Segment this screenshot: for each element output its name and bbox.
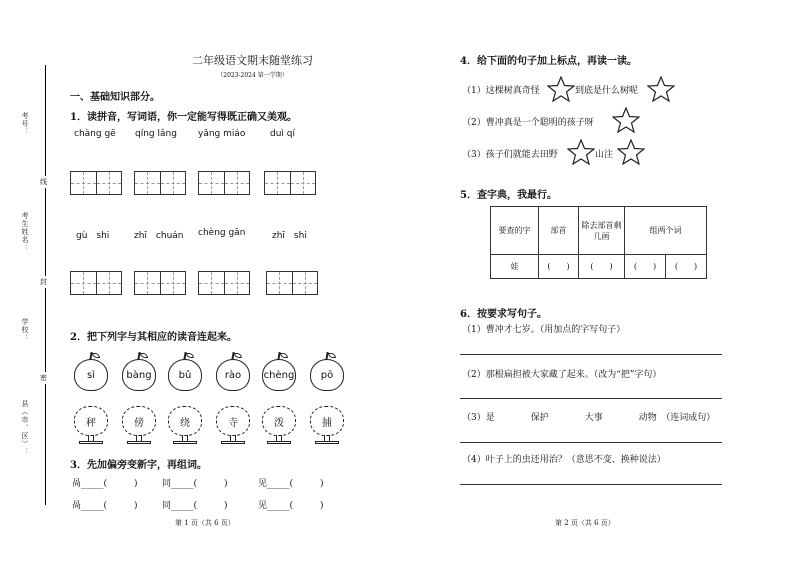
pinyin-6: zhī chuán bbox=[134, 231, 184, 241]
table-cell[interactable]: ( ) bbox=[666, 255, 707, 279]
pinyin-4: duì qí bbox=[270, 129, 295, 139]
apple-pinyin: chèng bbox=[262, 359, 296, 391]
apple-pinyin: pō bbox=[310, 359, 344, 391]
margin-label-exam-number: 考号： bbox=[21, 112, 29, 136]
writing-grid[interactable] bbox=[198, 271, 250, 295]
pinyin-8: zhī shi bbox=[272, 231, 307, 241]
sentence-1a: （1）这棵树真奇怪 bbox=[462, 86, 540, 96]
q6-item-2: （2）那根扁担被大家藏了起来。（改为“把”字句） bbox=[462, 370, 662, 380]
character-tree[interactable] bbox=[310, 406, 344, 444]
tree-character: 傍 bbox=[122, 406, 156, 436]
writing-grid[interactable] bbox=[70, 271, 122, 295]
table-cell: 娃 bbox=[491, 255, 539, 279]
sentence-3b: 山注 bbox=[595, 150, 614, 160]
tree-character: 捕 bbox=[310, 406, 344, 436]
apple-pinyin: bǔ bbox=[168, 359, 202, 391]
margin-label-school: 学校： bbox=[21, 318, 29, 342]
margin-mark-line: 线 bbox=[40, 178, 47, 186]
tree-character: 秤 bbox=[74, 406, 108, 436]
question-2-heading: 2．把下列字与其相应的读音连起来。 bbox=[70, 332, 237, 343]
writing-grid[interactable] bbox=[198, 171, 250, 195]
writing-grid[interactable] bbox=[134, 271, 186, 295]
table-cell[interactable]: ( ) bbox=[539, 255, 579, 279]
star-blank-icon[interactable] bbox=[612, 107, 640, 133]
margin-mark-seal: 封 bbox=[40, 278, 47, 286]
table-header: 要查的字 bbox=[491, 207, 539, 255]
margin-mark-secret: 密 bbox=[40, 374, 47, 382]
pinyin-apple[interactable] bbox=[216, 352, 250, 392]
writing-grid[interactable] bbox=[264, 171, 316, 195]
margin-label-name: 考生姓名： bbox=[21, 212, 29, 252]
tree-character: 泼 bbox=[262, 406, 296, 436]
sentence-1b: 到底是什么树呢 bbox=[575, 86, 639, 96]
question-5-heading: 5．查字典，我最行。 bbox=[460, 190, 557, 201]
pinyin-apple[interactable] bbox=[168, 352, 202, 392]
star-blank-icon[interactable] bbox=[567, 139, 595, 165]
page-number-left: 第 1 页（共 6 页） bbox=[175, 519, 235, 527]
apple-pinyin: bàng bbox=[122, 359, 156, 391]
table-header: 组两个词 bbox=[625, 207, 707, 255]
apple-pinyin: sì bbox=[74, 359, 108, 391]
star-blank-icon[interactable] bbox=[547, 76, 575, 102]
question-6-heading: 6．按要求写句子。 bbox=[460, 309, 547, 320]
answer-line[interactable] bbox=[460, 442, 722, 443]
q6-item-1: （1）曹冲才七岁。（用加点的字写句子） bbox=[462, 325, 626, 335]
sentence-2a: （2）曹冲真是一个聪明的孩子呀 bbox=[462, 118, 594, 128]
table-header: 部首 bbox=[539, 207, 579, 255]
table-header: 除去部首剩几画 bbox=[579, 207, 625, 255]
character-tree[interactable] bbox=[216, 406, 250, 444]
character-tree[interactable] bbox=[168, 406, 202, 444]
writing-grid[interactable] bbox=[70, 171, 122, 195]
character-tree[interactable] bbox=[74, 406, 108, 444]
radical-blank[interactable]: 咼_____( ) bbox=[72, 479, 138, 489]
pinyin-3: yāng miáo bbox=[198, 129, 246, 139]
q6-item-4: （4）叶子上的虫还用治？（意思不变、换种说法） bbox=[462, 455, 666, 465]
table-cell[interactable]: ( ) bbox=[625, 255, 666, 279]
apple-pinyin: rào bbox=[216, 359, 250, 391]
tree-character: 绕 bbox=[168, 406, 202, 436]
margin-label-county: 县（市、区）： bbox=[21, 400, 29, 456]
pinyin-7: chèng gān bbox=[198, 228, 246, 238]
pinyin-5: gù shi bbox=[76, 231, 110, 241]
radical-blank[interactable]: 见_____( ) bbox=[258, 479, 324, 489]
question-1-heading: 1．读拼音，写词语，你一定能写得既正确又美观。 bbox=[70, 112, 297, 123]
pinyin-apple[interactable] bbox=[74, 352, 108, 392]
star-blank-icon[interactable] bbox=[647, 76, 675, 102]
page-title: 二年级语文期末随堂练习 bbox=[192, 54, 313, 67]
writing-grid[interactable] bbox=[134, 171, 186, 195]
radical-blank[interactable]: 同_____( ) bbox=[162, 479, 228, 489]
pinyin-2: qíng lǎng bbox=[135, 129, 177, 139]
q6-item-3: （3）是 保护 大事 动物 （连词成句） bbox=[462, 413, 716, 423]
pinyin-apple[interactable] bbox=[122, 352, 156, 392]
radical-blank[interactable]: 同_____( ) bbox=[162, 501, 228, 511]
sentence-3a: （3）孩子们就能去田野 bbox=[462, 150, 558, 160]
answer-line[interactable] bbox=[460, 398, 722, 399]
answer-line[interactable] bbox=[460, 484, 722, 485]
writing-grid[interactable] bbox=[266, 271, 318, 295]
question-3-heading: 3．先加偏旁变新字，再组词。 bbox=[70, 460, 207, 471]
pinyin-apple[interactable] bbox=[262, 352, 296, 392]
character-tree[interactable] bbox=[262, 406, 296, 444]
radical-blank[interactable]: 见_____( ) bbox=[258, 501, 324, 511]
radical-blank[interactable]: 咼_____( ) bbox=[72, 501, 138, 511]
question-4-heading: 4．给下面的句子加上标点，再读一读。 bbox=[460, 56, 637, 67]
pinyin-1: chàng gē bbox=[74, 129, 116, 139]
pinyin-apple[interactable] bbox=[310, 352, 344, 392]
page-subtitle: （2023-2024 第一学期） bbox=[217, 72, 288, 79]
page-number-right: 第 2 页（共 6 页） bbox=[555, 519, 615, 527]
table-cell[interactable]: ( ) bbox=[579, 255, 625, 279]
character-tree[interactable] bbox=[122, 406, 156, 444]
answer-line[interactable] bbox=[460, 354, 722, 355]
dictionary-table bbox=[490, 206, 707, 279]
section-heading: 一、基础知识部分。 bbox=[70, 92, 160, 103]
star-blank-icon[interactable] bbox=[617, 139, 645, 165]
tree-character: 寺 bbox=[216, 406, 250, 436]
